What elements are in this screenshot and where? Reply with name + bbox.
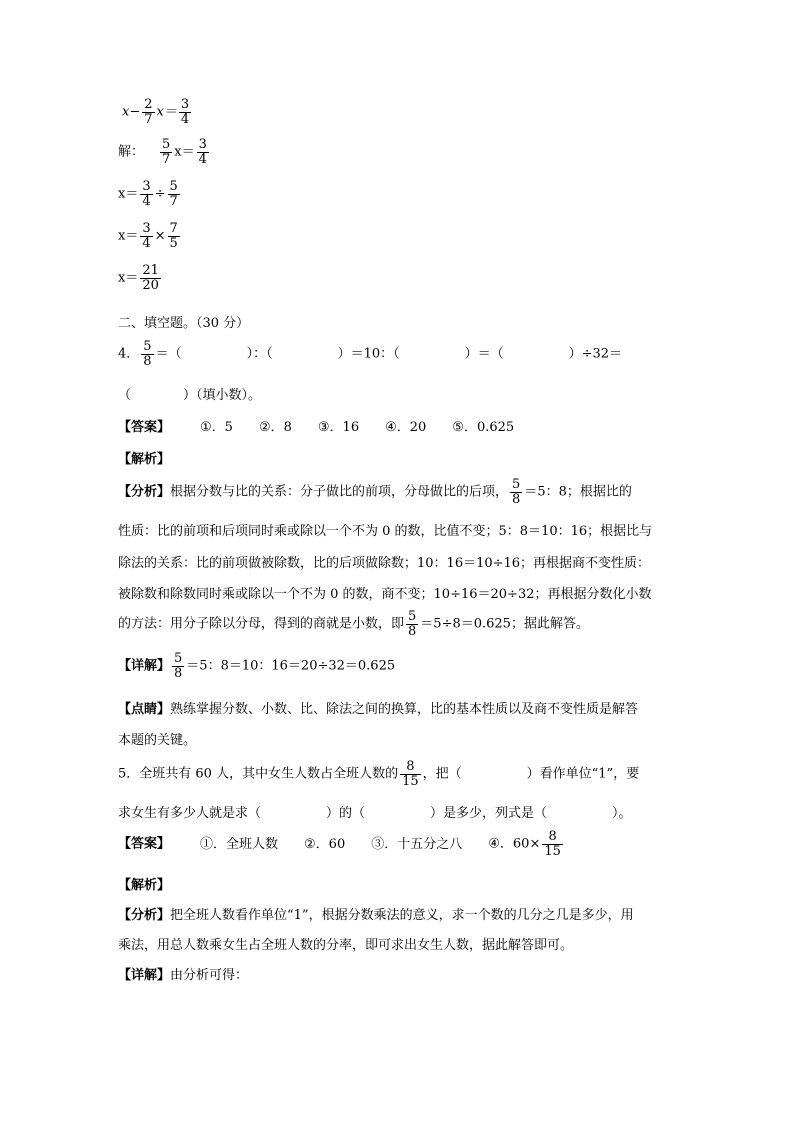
q4-tip-line-1: 【点睛】熟练掌握分数、小数、比、除法之间的换算，比的基本性质以及商不变性质是解答 [118,702,639,717]
q5-jiexi-tag: 【解析】 [118,878,171,893]
answer-tag: 【答案】 [118,836,171,852]
eq-text: x＝ [174,144,195,160]
q5-analysis-line-1: 【分析】把全班人数看作单位“1”，根据分数乘法的意义，求一个数的几分之几是多少，用 [118,908,634,923]
fraction: $\frac{3}{4}$ [180,97,190,127]
fraction: $\frac{7}{5}$ [169,221,178,251]
q4-analysis-line-3: 除法的关系：比的前项做被除数，比的后项做除数；10：16＝10÷16；再根据商不变性质： [118,556,651,571]
q5-line-1: 5．全班共有 60 人，其中女生人数占全班人数的 $\frac{8}{15}$ ，把（ ）看作单位“1”，要 [118,759,640,789]
q4-detail: 【详解】 $\frac{5}{8}$ ＝5：8＝10：16＝20÷32＝0.625 [118,651,396,681]
q4-line-2: （ ）（填小数）。 [118,388,262,403]
answer-item: ②．8 [258,420,292,435]
fraction: $\frac{2}{7}$ [144,97,153,127]
q4-jiexi-tag: 【解析】 [118,452,171,467]
eq-operator: ÷ [154,186,166,202]
analysis-tag: 【分析】 [118,908,171,923]
answer-item: ③．16 [317,420,360,435]
q5-answer [118,830,565,858]
answer-item: ④．60× [488,836,541,852]
equation-line-2 [118,138,211,166]
fraction: $\frac{3}{4}$ [198,137,207,167]
fraction: $\frac{5}{7}$ [162,137,171,167]
fraction: $\frac{5}{8}$ [408,609,417,639]
q4-answer [118,416,540,435]
section-heading: 二、填空题。（30 分） [118,316,250,331]
fraction: $\frac{8}{15}$ [402,759,419,789]
eq-text: 解： [118,144,145,160]
answer-item: ④．20 [385,420,427,435]
analysis-tag: 【分析】 [118,484,171,500]
answer-item: ②．60 [304,836,346,852]
equation-line-1 [122,98,193,126]
fraction: $\frac{8}{15}$ [544,829,561,859]
answer-tag: 【答案】 [118,420,171,435]
q5-line-2: 求女生有多少人就是求（ ）的（ ）是多少，列式是（ ）。 [118,806,632,821]
eq-operator: × [154,228,166,244]
tip-tag: 【点睛】 [118,702,171,717]
q4-analysis-line-4: 被除数和除数同时乘或除以一个不为 0 的数，商不变；10÷16＝20÷32；再根据分数化小数 [118,587,652,602]
eq-text: x＝ [118,228,139,244]
q4-tip-line-2: 本题的关键。 [118,733,197,748]
fraction: $\frac{3}{4}$ [142,221,151,251]
detail-tag: 【详解】 [118,968,171,983]
fraction: $\frac{5}{8}$ [512,477,521,507]
q5-analysis-line-2: 乘法，用总人数乘女生占全班人数的分率，即可求出女生人数，据此解答即可。 [118,938,574,953]
equation-line-5 [118,264,163,292]
eq-text: x− [122,104,141,120]
detail-tag: 【详解】 [118,658,171,674]
eq-text: x＝ [118,186,139,202]
answer-item: ①．全班人数 [200,836,279,852]
q4-analysis-line-5: 的方法：用分子除以分母，得到的商就是小数，即 $\frac{5}{8}$ ＝5÷8＝0.625；据此解答。 [118,609,589,639]
q4-line-1 [118,340,622,368]
fraction: $\frac{5}{7}$ [169,179,178,209]
equation-line-4 [118,222,182,250]
question-number: 4． [118,346,140,362]
fraction: $\frac{5}{8}$ [143,339,152,369]
q5-detail: 【详解】由分析可得： [118,968,249,983]
fraction: $\frac{21}{20}$ [142,263,159,293]
q4-analysis-line-2: 性质：比的前项和后项同时乘或除以一个不为 0 的数，比值不变；5：8＝10：16；根据比与 [118,524,653,539]
answer-item: ③．十五分之八 [371,836,463,852]
eq-text: x＝ [156,104,177,120]
answer-item: ①．5 [200,420,233,435]
eq-text: x＝ [118,270,139,286]
fraction: $\frac{5}{8}$ [174,651,183,681]
fraction: $\frac{3}{4}$ [142,179,151,209]
equation-line-3 [118,180,182,208]
q4-analysis-line-1: 【分析】根据分数与比的关系：分子做比的前项，分母做比的后项， $\frac{5}{8}$ ＝5：8；根据比的 [118,477,632,507]
question-text: ＝（ ）：（ ）＝10：（ ）＝（ ）÷32＝ [155,346,623,362]
answer-item: ⑤．0.625 [452,420,515,435]
